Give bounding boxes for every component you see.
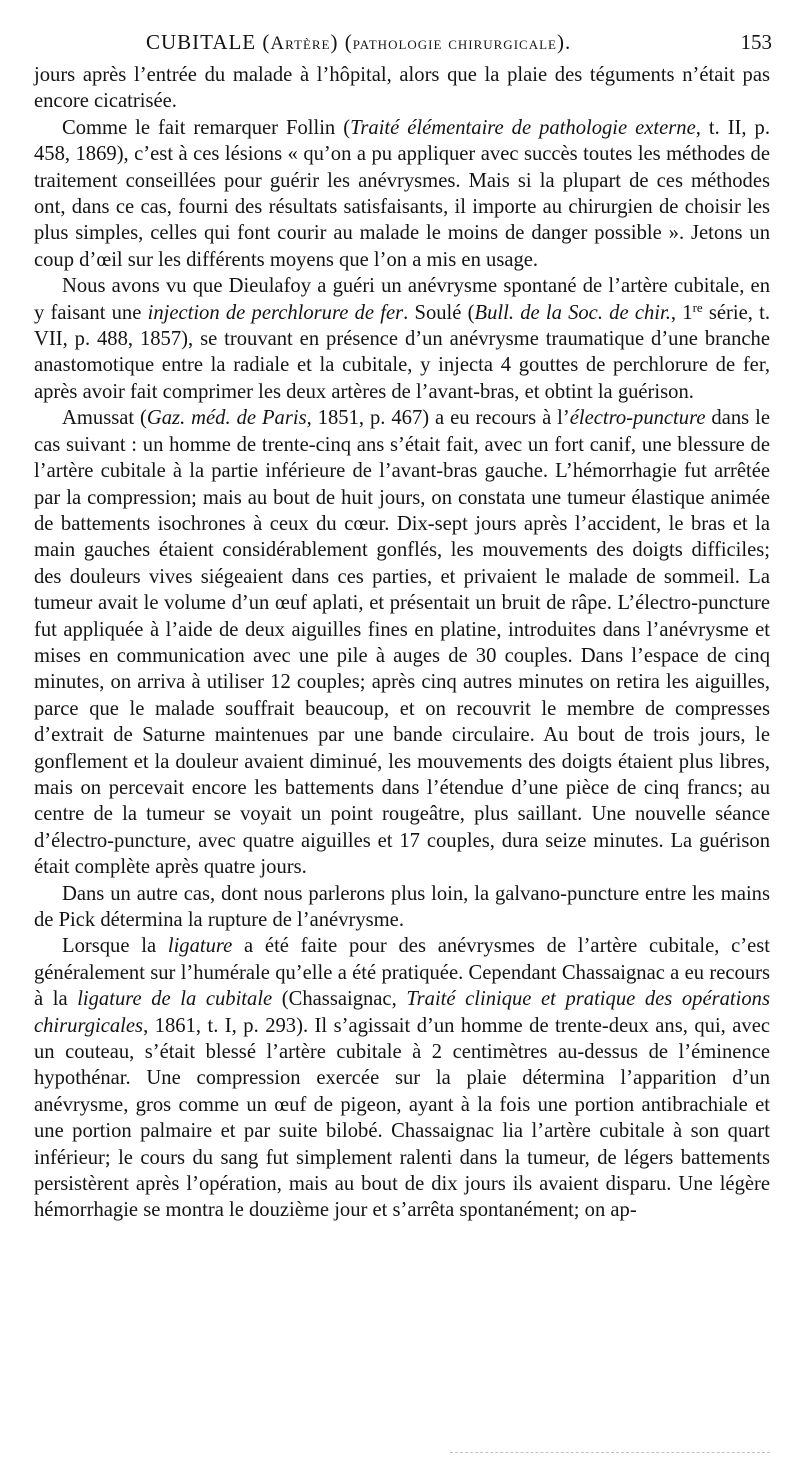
paragraph-4 bbox=[34, 405, 770, 880]
paragraph-6-text-a: Lorsque la bbox=[62, 935, 168, 958]
paragraph-6-emphasis-ligature: ligature bbox=[167, 935, 233, 958]
paragraph-2 bbox=[34, 115, 770, 273]
running-title-artery: Artère bbox=[270, 33, 331, 54]
bottom-scan-rule bbox=[450, 1452, 770, 1453]
paragraph-4-text-e: dans le cas suivant : un homme de trente-cinq ans s’était fait, avec un fort canif, une blessure de l’artère cubitale à la partie inférieure de l’avant-bras gauche. L’hémorrhagie fut arrêtée par la compression; mais au bout de huit jours, on constata une tumeur élastique animée de battements isochrones à ceux du cœur. Dix-sept jours après l’accident, le bras et la main gauches étaient considérablement gonflés, les mouvements des doigts difficiles; des douleurs vives siégeaient dans ces parties, et privaient le malade de sommeil. La tumeur avait le volume d’un œuf aplati, et présentait un bruit de râpe. L’électro-puncture fut appliquée à l’aide de deux aiguilles fines en platine, introduites dans l’anévrysme et mises en communication avec une pile à auges de 30 couples. Dans l’espace de cinq minutes, on arriva à utiliser 12 couples; après cinq autres minutes on retira les aiguilles, parce que le malade souffrait beaucoup, et on recouvrit le membre de compresses d’extrait de Saturne maintenues par une bande circulaire. Au bout de trois jours, le gonflement et la douleur avaient diminué, les mouvements des doigts étaient plus libres, mais on percevait encore les battements dans l’étendue d’une pièce de cinq francs; au centre de la tumeur se voyait un point rougeâtre, plus saillant. Une nouvelle séance d’électro-puncture, avec quatre aiguilles et 17 couples, dura seize minutes. La guérison était complète après quatre jours. bbox=[34, 407, 770, 879]
running-title-close: ). bbox=[556, 30, 572, 54]
running-title-main: CUBITALE bbox=[146, 30, 257, 54]
paragraph-3-emphasis: injection de perchlorure de fer bbox=[147, 301, 404, 324]
paragraph-2-text-a: Comme le fait remarquer Follin ( bbox=[62, 116, 351, 139]
paragraph-6-emphasis-cubitale: ligature de la cubitale bbox=[77, 988, 273, 1011]
paragraph-4-text-c: , 1851, p. 467) a eu recours à l’ bbox=[306, 407, 570, 430]
running-title-open: ( bbox=[262, 30, 271, 54]
paragraph-3-text-g: série, t. VII, p. 488, 1857), se trouvant en présence d’un anévrysme traumatique d’une branche anastomotique entre la radiale et la cubitale, y injecta 4 gouttes de perchlorure de fer, après avoir fait comprimer les deux artères de l’avant-bras, et obtint la guérison. bbox=[34, 301, 771, 403]
paragraph-3-superscript: re bbox=[692, 299, 703, 315]
paragraph-6-text-e: (Chassaignac, bbox=[272, 988, 407, 1011]
page-number: 153 bbox=[740, 30, 772, 54]
paragraph-2-citation: Traité élémentaire de pathologie externe bbox=[350, 116, 696, 139]
running-title bbox=[146, 30, 571, 55]
paragraph-6-text-g: , 1861, t. I, p. 293). Il s’agissait d’un homme de trente-deux ans, qui, avec un couteau, s’était blessé l’artère cubitale à 2 centimètres au-dessus de l’éminence hypothénar. Une compression exercée sur la plaie détermina l’apparition d’un anévrysme, gros comme un œuf de pigeon, ayant à la fois une portion antibrachiale et une portion palmaire et par suite bilobé. Chassaignac lia l’artère cubitale à son quart inférieur; le cours du sang fut simplement ralenti dans la tumeur, de légers battements persistèrent après l’opération, mais au bout de dix jours ils avaient disparu. Une légère hémorrhagie se montra le douzième jour et s’arrêta spontanément; on ap- bbox=[34, 1014, 770, 1222]
paragraph-5: Dans un autre cas, dont nous parlerons plus loin, la galvano-puncture entre les mains de Pick détermina la rupture de l’anévrysme. bbox=[34, 882, 770, 931]
body-text bbox=[34, 62, 770, 1224]
paragraph-3-text-e: , 1 bbox=[670, 301, 693, 324]
paragraph-6-text-c: a été faite pour des anévrysmes de l’artère cubitale, c’est généralement sur l’humérale qu’elle a été pratiquée. Cependant Chassaignac a eu recours à la bbox=[34, 935, 770, 1011]
running-title-mid: ) ( bbox=[330, 30, 353, 54]
paragraph-3 bbox=[34, 273, 770, 405]
paragraph-4-text-a: Amussat ( bbox=[62, 407, 147, 430]
paragraph-2-text-c: , t. II, p. 458, 1869), c’est à ces lésions « qu’on a pu appliquer avec succès toutes les méthodes de traitement conseillées pour guérir les anévrysmes. Mais si la plupart de ces méthodes ont, dans ce cas, fourni des résultats satisfaisants, il importe au chirurgien de choisir les plus simples, celles qui font courir au malade le moins de danger possible ». Jetons un coup d’œil sur les différents moyens que l’on a mis en usage. bbox=[34, 116, 770, 271]
paragraph-3-text-c: . Soulé ( bbox=[403, 301, 475, 324]
running-header bbox=[34, 30, 772, 60]
paragraph-4-citation: Gaz. méd. de Paris bbox=[146, 407, 307, 430]
paragraph-1: jours après l’entrée du malade à l’hôpital, alors que la plaie des téguments n’était pas encore cicatrisée. bbox=[34, 64, 770, 113]
running-title-section: pathologie chirurgicale bbox=[352, 33, 557, 54]
paragraph-4-emphasis: électro-puncture bbox=[569, 407, 706, 430]
paragraph-6-citation: Traité clinique et pratique des opérations chirurgicales bbox=[34, 988, 770, 1037]
paragraph-6 bbox=[34, 933, 770, 1223]
paragraph-3-text-a: Nous avons vu que Dieulafoy a guéri un anévrysme spontané de l’artère cubitale, en y faisant une bbox=[34, 275, 770, 324]
paragraph-3-citation: Bull. de la Soc. de chir. bbox=[474, 301, 671, 324]
